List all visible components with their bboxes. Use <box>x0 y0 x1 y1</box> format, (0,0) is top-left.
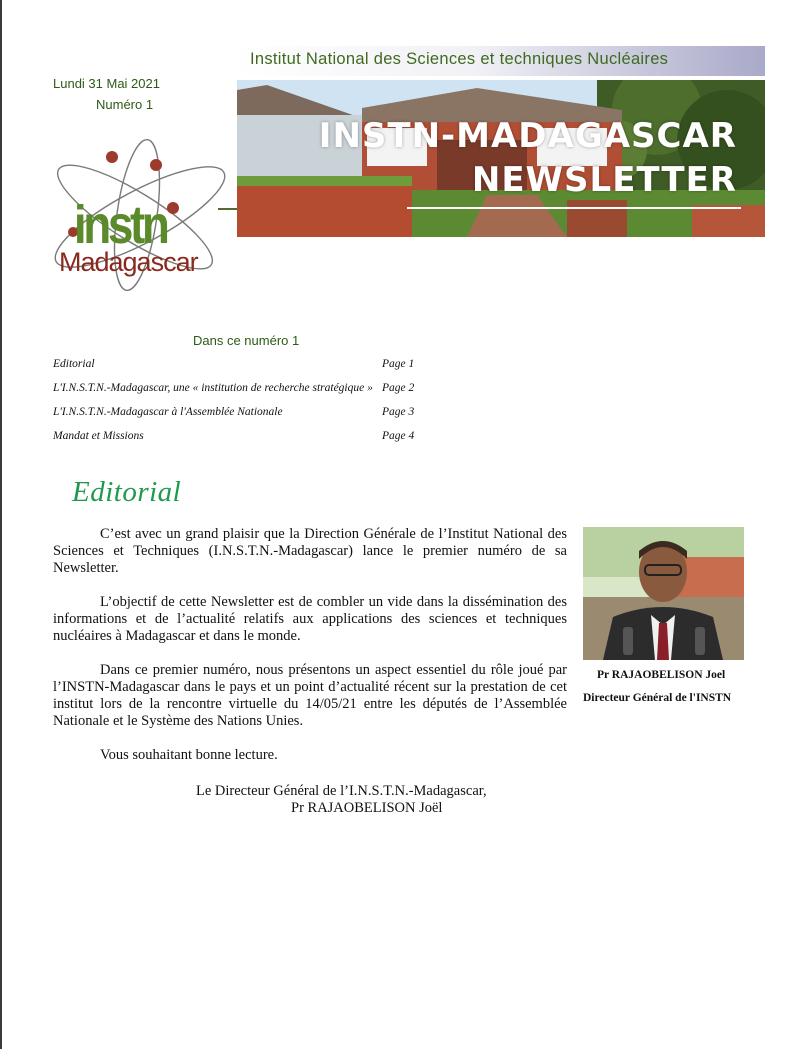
editorial-paragraph: Vous souhaitant bonne lecture. <box>100 747 278 763</box>
toc-item-title: L'I.N.S.T.N.-Madagascar à l'Assemblée Nationale <box>53 406 283 418</box>
logo-text-instn: instn <box>73 194 167 255</box>
institute-name: Institut National des Sciences et techniques Nucléaires <box>250 50 669 68</box>
instn-logo <box>45 135 230 295</box>
photo-caption-name: Pr RAJAOBELISON Joel <box>597 669 726 681</box>
photo-caption-role: Directeur Général de l'INSTN <box>583 692 732 704</box>
editorial-paragraph: C’est avec un grand plaisir que la Direction Générale de l’Institut National des Sciences et Techniques (I.N.S.T.N.-Madagascar) lance le premier numéro de sa Newsletter. <box>53 526 567 576</box>
issue-date: Lundi 31 Mai 2021 <box>53 76 160 91</box>
toc-item-title: Editorial <box>53 358 95 370</box>
page-left-border <box>0 0 2 1049</box>
issue-number: Numéro 1 <box>96 97 154 112</box>
toc-item-title: L'I.N.S.T.N.-Madagascar, une « institution de recherche stratégique » <box>53 382 373 394</box>
toc-heading: Dans ce numéro 1 <box>193 333 300 348</box>
banner-underline <box>407 207 741 209</box>
banner-title-line1: INSTN-MADAGASCAR <box>318 116 737 156</box>
toc-item-title: Mandat et Missions <box>53 430 144 442</box>
toc-item-page: Page 2 <box>382 382 415 394</box>
logo-electron <box>106 151 118 163</box>
banner-photo <box>237 80 765 237</box>
logo-electron <box>167 202 179 214</box>
toc-item-page: Page 1 <box>382 358 415 370</box>
editorial-paragraph: Dans ce premier numéro, nous présentons un aspect essentiel du rôle joué par l’INSTN-Madagascar dans le pays et un point d’actualité récent sur la prestation de cet institut lors de la rencontre virtuelle du 14/05/21 entre les députés de l’Assemblée Nationale et le Système des Nations Unies. <box>53 662 567 729</box>
logo-text-madagascar: Madagascar <box>59 247 198 277</box>
logo-electron <box>150 159 162 171</box>
toc-item-page: Page 3 <box>382 406 415 418</box>
editorial-heading: Editorial <box>72 476 182 508</box>
director-photo <box>583 527 744 660</box>
signature-line1: Le Directeur Général de l’I.N.S.T.N.-Madagascar, <box>196 783 487 799</box>
toc-item-page: Page 4 <box>382 430 415 442</box>
signature-line2: Pr RAJAOBELISON Joël <box>291 800 443 816</box>
editorial-body <box>53 526 567 781</box>
editorial-paragraph: L’objectif de cette Newsletter est de combler un vide dans la dissémination des informations et de l’actualité relatifs aux applications des sciences et techniques nucléaires à Madagascar et dans le monde. <box>53 594 567 644</box>
banner-title-line2: NEWSLETTER <box>471 160 737 200</box>
